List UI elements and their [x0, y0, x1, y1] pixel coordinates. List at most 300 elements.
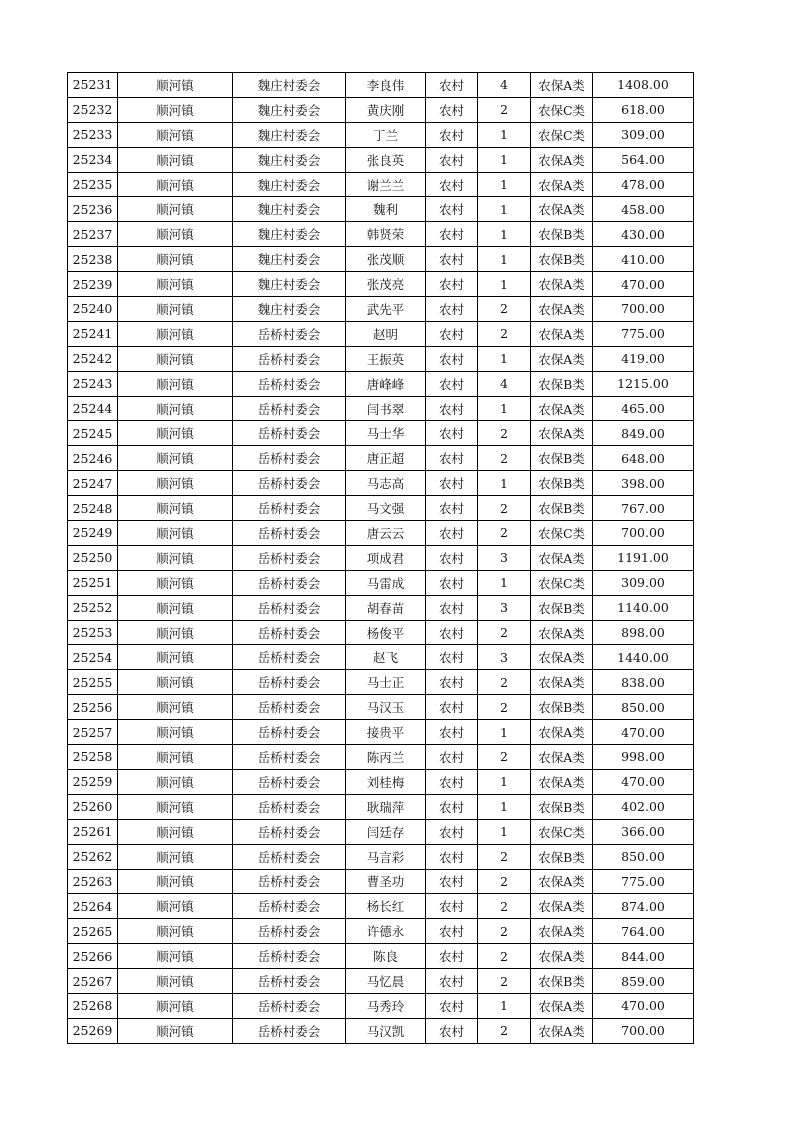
- cell-town: 顺河镇: [118, 147, 233, 172]
- cell-area-type: 农村: [426, 222, 478, 247]
- cell-amount: 844.00: [593, 944, 694, 969]
- cell-amount: 700.00: [593, 521, 694, 546]
- cell-category: 农保C类: [531, 570, 593, 595]
- cell-category: 农保A类: [531, 545, 593, 570]
- cell-name: 武先平: [346, 297, 426, 322]
- cell-household-count: 2: [478, 297, 531, 322]
- cell-category: 农保A类: [531, 147, 593, 172]
- cell-area-type: 农村: [426, 794, 478, 819]
- table-row: [68, 446, 694, 471]
- cell-committee: 岳桥村委会: [233, 745, 346, 770]
- table-row: [68, 197, 694, 222]
- cell-town: 顺河镇: [118, 894, 233, 919]
- cell-category: 农保B类: [531, 595, 593, 620]
- cell-id: 25252: [68, 595, 118, 620]
- cell-name: 闫廷存: [346, 819, 426, 844]
- cell-id: 25262: [68, 844, 118, 869]
- cell-category: 农保A类: [531, 919, 593, 944]
- cell-household-count: 2: [478, 969, 531, 994]
- cell-area-type: 农村: [426, 521, 478, 546]
- cell-area-type: 农村: [426, 396, 478, 421]
- cell-name: 马汉凯: [346, 1018, 426, 1043]
- cell-name: 接贵平: [346, 720, 426, 745]
- cell-category: 农保A类: [531, 670, 593, 695]
- cell-household-count: 2: [478, 97, 531, 122]
- cell-town: 顺河镇: [118, 247, 233, 272]
- table-row: [68, 844, 694, 869]
- cell-id: 25248: [68, 496, 118, 521]
- cell-id: 25268: [68, 993, 118, 1018]
- cell-id: 25232: [68, 97, 118, 122]
- cell-area-type: 农村: [426, 147, 478, 172]
- table-row: [68, 695, 694, 720]
- cell-area-type: 农村: [426, 595, 478, 620]
- cell-town: 顺河镇: [118, 73, 233, 98]
- cell-name: 马文强: [346, 496, 426, 521]
- cell-town: 顺河镇: [118, 620, 233, 645]
- cell-id: 25235: [68, 172, 118, 197]
- cell-name: 杨长红: [346, 894, 426, 919]
- cell-area-type: 农村: [426, 446, 478, 471]
- cell-household-count: 2: [478, 321, 531, 346]
- cell-committee: 岳桥村委会: [233, 645, 346, 670]
- cell-amount: 470.00: [593, 720, 694, 745]
- cell-town: 顺河镇: [118, 297, 233, 322]
- cell-name: 马志高: [346, 471, 426, 496]
- cell-area-type: 农村: [426, 272, 478, 297]
- cell-household-count: 2: [478, 944, 531, 969]
- table-body: [68, 73, 694, 1044]
- cell-committee: 岳桥村委会: [233, 321, 346, 346]
- cell-id: 25231: [68, 73, 118, 98]
- cell-household-count: 2: [478, 919, 531, 944]
- cell-category: 农保B类: [531, 695, 593, 720]
- cell-category: 农保B类: [531, 446, 593, 471]
- cell-household-count: 1: [478, 794, 531, 819]
- table-row: [68, 521, 694, 546]
- cell-area-type: 农村: [426, 471, 478, 496]
- cell-area-type: 农村: [426, 122, 478, 147]
- cell-id: 25237: [68, 222, 118, 247]
- cell-household-count: 1: [478, 570, 531, 595]
- cell-amount: 700.00: [593, 297, 694, 322]
- cell-name: 马言彩: [346, 844, 426, 869]
- cell-id: 25254: [68, 645, 118, 670]
- cell-committee: 岳桥村委会: [233, 446, 346, 471]
- cell-committee: 岳桥村委会: [233, 1018, 346, 1043]
- cell-town: 顺河镇: [118, 496, 233, 521]
- cell-area-type: 农村: [426, 944, 478, 969]
- table-row: [68, 222, 694, 247]
- cell-amount: 874.00: [593, 894, 694, 919]
- cell-committee: 魏庄村委会: [233, 73, 346, 98]
- cell-name: 张茂顺: [346, 247, 426, 272]
- cell-town: 顺河镇: [118, 844, 233, 869]
- cell-category: 农保A类: [531, 272, 593, 297]
- cell-household-count: 2: [478, 521, 531, 546]
- cell-town: 顺河镇: [118, 944, 233, 969]
- cell-amount: 1408.00: [593, 73, 694, 98]
- cell-id: 25255: [68, 670, 118, 695]
- cell-household-count: 1: [478, 247, 531, 272]
- cell-amount: 618.00: [593, 97, 694, 122]
- table-row: [68, 670, 694, 695]
- cell-town: 顺河镇: [118, 521, 233, 546]
- cell-household-count: 2: [478, 496, 531, 521]
- cell-area-type: 农村: [426, 620, 478, 645]
- cell-id: 25236: [68, 197, 118, 222]
- cell-town: 顺河镇: [118, 346, 233, 371]
- cell-category: 农保A类: [531, 321, 593, 346]
- cell-committee: 魏庄村委会: [233, 272, 346, 297]
- cell-id: 25249: [68, 521, 118, 546]
- cell-town: 顺河镇: [118, 471, 233, 496]
- cell-category: 农保C类: [531, 97, 593, 122]
- cell-amount: 478.00: [593, 172, 694, 197]
- table-row: [68, 471, 694, 496]
- cell-id: 25269: [68, 1018, 118, 1043]
- cell-id: 25243: [68, 371, 118, 396]
- cell-category: 农保B类: [531, 222, 593, 247]
- cell-name: 张茂亮: [346, 272, 426, 297]
- cell-area-type: 农村: [426, 545, 478, 570]
- table-row: [68, 1018, 694, 1043]
- cell-committee: 魏庄村委会: [233, 122, 346, 147]
- cell-town: 顺河镇: [118, 595, 233, 620]
- cell-area-type: 农村: [426, 869, 478, 894]
- cell-amount: 764.00: [593, 919, 694, 944]
- cell-name: 唐峰峰: [346, 371, 426, 396]
- cell-area-type: 农村: [426, 645, 478, 670]
- cell-amount: 850.00: [593, 844, 694, 869]
- table-row: [68, 645, 694, 670]
- cell-amount: 309.00: [593, 570, 694, 595]
- cell-area-type: 农村: [426, 769, 478, 794]
- cell-amount: 309.00: [593, 122, 694, 147]
- cell-household-count: 1: [478, 272, 531, 297]
- table-row: [68, 147, 694, 172]
- cell-area-type: 农村: [426, 421, 478, 446]
- cell-id: 25264: [68, 894, 118, 919]
- cell-household-count: 2: [478, 670, 531, 695]
- cell-town: 顺河镇: [118, 272, 233, 297]
- cell-category: 农保A类: [531, 297, 593, 322]
- cell-id: 25234: [68, 147, 118, 172]
- cell-amount: 410.00: [593, 247, 694, 272]
- cell-name: 项成君: [346, 545, 426, 570]
- cell-committee: 岳桥村委会: [233, 471, 346, 496]
- cell-category: 农保A类: [531, 745, 593, 770]
- cell-town: 顺河镇: [118, 396, 233, 421]
- cell-category: 农保A类: [531, 396, 593, 421]
- table-row: [68, 595, 694, 620]
- cell-name: 赵明: [346, 321, 426, 346]
- cell-household-count: 2: [478, 745, 531, 770]
- cell-id: 25266: [68, 944, 118, 969]
- cell-amount: 898.00: [593, 620, 694, 645]
- cell-household-count: 1: [478, 172, 531, 197]
- cell-area-type: 农村: [426, 496, 478, 521]
- cell-committee: 岳桥村委会: [233, 570, 346, 595]
- cell-area-type: 农村: [426, 321, 478, 346]
- table-row: [68, 993, 694, 1018]
- cell-name: 闫书翠: [346, 396, 426, 421]
- cell-id: 25238: [68, 247, 118, 272]
- cell-area-type: 农村: [426, 695, 478, 720]
- table-row: [68, 247, 694, 272]
- cell-id: 25265: [68, 919, 118, 944]
- cell-id: 25245: [68, 421, 118, 446]
- cell-name: 马忆晨: [346, 969, 426, 994]
- cell-amount: 366.00: [593, 819, 694, 844]
- cell-amount: 402.00: [593, 794, 694, 819]
- cell-category: 农保A类: [531, 944, 593, 969]
- cell-id: 25260: [68, 794, 118, 819]
- cell-category: 农保B类: [531, 471, 593, 496]
- cell-name: 杨俊平: [346, 620, 426, 645]
- cell-name: 许德永: [346, 919, 426, 944]
- cell-committee: 岳桥村委会: [233, 371, 346, 396]
- cell-category: 农保A类: [531, 645, 593, 670]
- cell-committee: 魏庄村委会: [233, 147, 346, 172]
- cell-town: 顺河镇: [118, 570, 233, 595]
- cell-committee: 岳桥村委会: [233, 993, 346, 1018]
- cell-committee: 魏庄村委会: [233, 197, 346, 222]
- cell-town: 顺河镇: [118, 720, 233, 745]
- cell-category: 农保C类: [531, 521, 593, 546]
- cell-category: 农保C类: [531, 122, 593, 147]
- cell-category: 农保A类: [531, 73, 593, 98]
- table-row: [68, 720, 694, 745]
- cell-area-type: 农村: [426, 844, 478, 869]
- cell-name: 谢兰兰: [346, 172, 426, 197]
- cell-committee: 岳桥村委会: [233, 969, 346, 994]
- cell-name: 马秀玲: [346, 993, 426, 1018]
- cell-amount: 465.00: [593, 396, 694, 421]
- cell-id: 25233: [68, 122, 118, 147]
- cell-town: 顺河镇: [118, 919, 233, 944]
- cell-committee: 岳桥村委会: [233, 595, 346, 620]
- cell-category: 农保A类: [531, 869, 593, 894]
- table-row: [68, 919, 694, 944]
- cell-area-type: 农村: [426, 1018, 478, 1043]
- table-row: [68, 421, 694, 446]
- cell-amount: 398.00: [593, 471, 694, 496]
- cell-name: 马雷成: [346, 570, 426, 595]
- cell-committee: 岳桥村委会: [233, 794, 346, 819]
- cell-town: 顺河镇: [118, 695, 233, 720]
- cell-town: 顺河镇: [118, 670, 233, 695]
- cell-amount: 700.00: [593, 1018, 694, 1043]
- cell-town: 顺河镇: [118, 197, 233, 222]
- cell-name: 马士正: [346, 670, 426, 695]
- cell-amount: 564.00: [593, 147, 694, 172]
- cell-name: 马汉玉: [346, 695, 426, 720]
- cell-id: 25247: [68, 471, 118, 496]
- cell-household-count: 4: [478, 371, 531, 396]
- table-row: [68, 944, 694, 969]
- cell-id: 25267: [68, 969, 118, 994]
- cell-town: 顺河镇: [118, 993, 233, 1018]
- table-row: [68, 172, 694, 197]
- cell-id: 25241: [68, 321, 118, 346]
- cell-household-count: 1: [478, 993, 531, 1018]
- table-row: [68, 570, 694, 595]
- cell-household-count: 1: [478, 819, 531, 844]
- cell-committee: 魏庄村委会: [233, 247, 346, 272]
- cell-area-type: 农村: [426, 570, 478, 595]
- table-row: [68, 122, 694, 147]
- table-row: [68, 97, 694, 122]
- cell-id: 25244: [68, 396, 118, 421]
- cell-category: 农保B类: [531, 371, 593, 396]
- cell-name: 马士华: [346, 421, 426, 446]
- cell-area-type: 农村: [426, 247, 478, 272]
- cell-name: 王振英: [346, 346, 426, 371]
- cell-household-count: 1: [478, 197, 531, 222]
- cell-category: 农保B类: [531, 496, 593, 521]
- cell-household-count: 2: [478, 446, 531, 471]
- cell-area-type: 农村: [426, 670, 478, 695]
- cell-category: 农保A类: [531, 172, 593, 197]
- cell-area-type: 农村: [426, 297, 478, 322]
- cell-amount: 1440.00: [593, 645, 694, 670]
- cell-town: 顺河镇: [118, 769, 233, 794]
- table-row: [68, 371, 694, 396]
- cell-category: 农保B类: [531, 969, 593, 994]
- cell-town: 顺河镇: [118, 745, 233, 770]
- cell-category: 农保B类: [531, 794, 593, 819]
- cell-town: 顺河镇: [118, 794, 233, 819]
- table-row: [68, 297, 694, 322]
- table-row: [68, 545, 694, 570]
- table-row: [68, 396, 694, 421]
- cell-category: 农保A类: [531, 769, 593, 794]
- cell-amount: 470.00: [593, 993, 694, 1018]
- cell-id: 25259: [68, 769, 118, 794]
- cell-committee: 岳桥村委会: [233, 944, 346, 969]
- cell-area-type: 农村: [426, 745, 478, 770]
- cell-household-count: 2: [478, 869, 531, 894]
- cell-town: 顺河镇: [118, 97, 233, 122]
- cell-name: 胡春苗: [346, 595, 426, 620]
- cell-area-type: 农村: [426, 346, 478, 371]
- cell-amount: 859.00: [593, 969, 694, 994]
- cell-committee: 岳桥村委会: [233, 396, 346, 421]
- cell-area-type: 农村: [426, 919, 478, 944]
- cell-committee: 岳桥村委会: [233, 421, 346, 446]
- cell-town: 顺河镇: [118, 969, 233, 994]
- cell-amount: 1215.00: [593, 371, 694, 396]
- cell-amount: 775.00: [593, 869, 694, 894]
- cell-id: 25258: [68, 745, 118, 770]
- cell-category: 农保A类: [531, 620, 593, 645]
- cell-name: 耿瑞萍: [346, 794, 426, 819]
- cell-household-count: 1: [478, 769, 531, 794]
- cell-name: 赵飞: [346, 645, 426, 670]
- cell-id: 25256: [68, 695, 118, 720]
- cell-area-type: 农村: [426, 720, 478, 745]
- cell-area-type: 农村: [426, 197, 478, 222]
- cell-area-type: 农村: [426, 993, 478, 1018]
- cell-area-type: 农村: [426, 819, 478, 844]
- cell-name: 李良伟: [346, 73, 426, 98]
- cell-committee: 岳桥村委会: [233, 521, 346, 546]
- cell-amount: 767.00: [593, 496, 694, 521]
- cell-town: 顺河镇: [118, 371, 233, 396]
- cell-amount: 998.00: [593, 745, 694, 770]
- cell-name: 黄庆刚: [346, 97, 426, 122]
- cell-area-type: 农村: [426, 969, 478, 994]
- cell-id: 25242: [68, 346, 118, 371]
- cell-amount: 470.00: [593, 272, 694, 297]
- cell-town: 顺河镇: [118, 172, 233, 197]
- cell-id: 25257: [68, 720, 118, 745]
- cell-name: 魏利: [346, 197, 426, 222]
- cell-committee: 魏庄村委会: [233, 222, 346, 247]
- cell-town: 顺河镇: [118, 421, 233, 446]
- table-row: [68, 73, 694, 98]
- cell-committee: 魏庄村委会: [233, 172, 346, 197]
- cell-household-count: 2: [478, 844, 531, 869]
- cell-id: 25239: [68, 272, 118, 297]
- cell-area-type: 农村: [426, 97, 478, 122]
- cell-committee: 岳桥村委会: [233, 869, 346, 894]
- cell-name: 陈丙兰: [346, 745, 426, 770]
- cell-household-count: 2: [478, 894, 531, 919]
- cell-id: 25253: [68, 620, 118, 645]
- cell-committee: 岳桥村委会: [233, 819, 346, 844]
- cell-category: 农保A类: [531, 720, 593, 745]
- cell-name: 唐正超: [346, 446, 426, 471]
- cell-household-count: 1: [478, 720, 531, 745]
- cell-name: 丁兰: [346, 122, 426, 147]
- cell-committee: 魏庄村委会: [233, 97, 346, 122]
- cell-id: 25240: [68, 297, 118, 322]
- table-row: [68, 321, 694, 346]
- cell-town: 顺河镇: [118, 446, 233, 471]
- table-row: [68, 894, 694, 919]
- cell-town: 顺河镇: [118, 222, 233, 247]
- cell-name: 陈良: [346, 944, 426, 969]
- cell-category: 农保B类: [531, 247, 593, 272]
- cell-name: 曹圣功: [346, 869, 426, 894]
- cell-name: 唐云云: [346, 521, 426, 546]
- cell-category: 农保C类: [531, 819, 593, 844]
- cell-town: 顺河镇: [118, 645, 233, 670]
- cell-household-count: 2: [478, 695, 531, 720]
- cell-household-count: 1: [478, 222, 531, 247]
- table-row: [68, 496, 694, 521]
- cell-committee: 岳桥村委会: [233, 919, 346, 944]
- cell-category: 农保A类: [531, 346, 593, 371]
- cell-committee: 岳桥村委会: [233, 670, 346, 695]
- cell-town: 顺河镇: [118, 122, 233, 147]
- cell-amount: 458.00: [593, 197, 694, 222]
- table-row: [68, 794, 694, 819]
- cell-household-count: 2: [478, 620, 531, 645]
- cell-amount: 850.00: [593, 695, 694, 720]
- cell-committee: 岳桥村委会: [233, 496, 346, 521]
- cell-town: 顺河镇: [118, 321, 233, 346]
- table-row: [68, 819, 694, 844]
- cell-category: 农保A类: [531, 993, 593, 1018]
- cell-committee: 岳桥村委会: [233, 844, 346, 869]
- cell-name: 刘桂梅: [346, 769, 426, 794]
- cell-committee: 魏庄村委会: [233, 297, 346, 322]
- cell-household-count: 1: [478, 122, 531, 147]
- cell-town: 顺河镇: [118, 1018, 233, 1043]
